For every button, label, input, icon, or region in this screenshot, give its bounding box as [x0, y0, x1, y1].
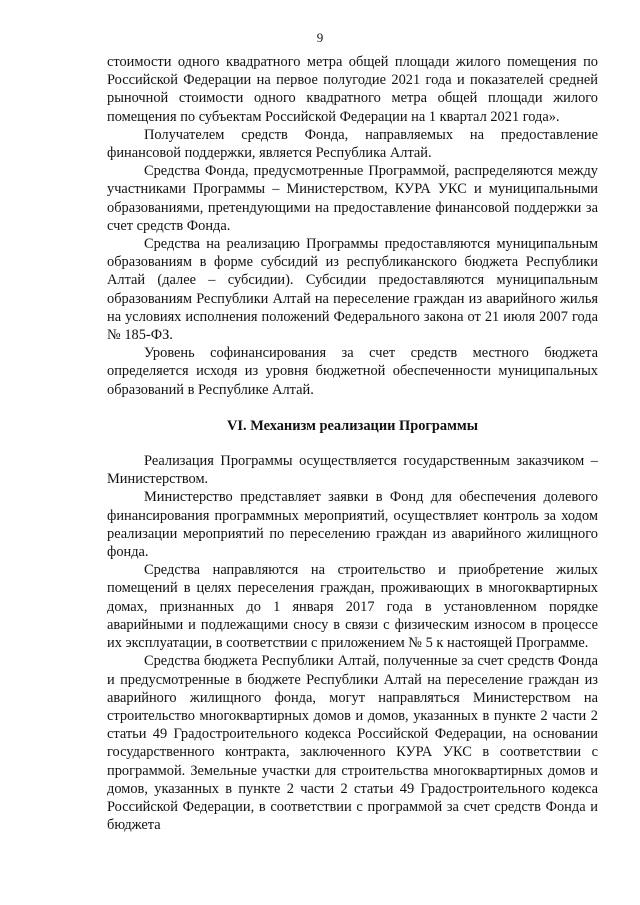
paragraph-ministry-applications: Министерство представляет заявки в Фонд для обеспечения долевого финансирования программных мероприятий, осуществляет контроль за ходом реализации мероприятий по переселению граждан из аварийного жилищного фонда. — [107, 489, 598, 561]
page-body — [107, 53, 598, 834]
paragraph-subsidies: Средства на реализацию Программы предоставляются муниципальным образованиям в форме субсидий из республиканского бюджета Республики Алтай (далее – субсидии). Субсидии предоставляются муниципальным образованиям Республики Алтай на переселение граждан из аварийного жилья на условиях исполнения положений Федерального закона от 21 июля 2007 года № 185-ФЗ. — [107, 236, 598, 344]
paragraph-cofinancing: Уровень софинансирования за счет средств местного бюджета определяется исходя из уровня бюджетной обеспеченности муниципальных образований в Республике Алтай. — [107, 345, 598, 398]
paragraph-funds-direction: Средства направляются на строительство и приобретение жилых помещений в целях переселения граждан, проживающих в многоквартирных домах, признанных до 1 января 2017 года в установленном порядке аварийными и подлежащими сносу в связи с физическим износом в процессе их эксплуатации, в соответствии с приложением № 5 к настоящей Программе. — [107, 562, 598, 652]
paragraph-fund-distribution: Средства Фонда, предусмотренные Программой, распределяются между участниками Программы – Министерством, КУРА УКС и муниципальными образованиями, претендующими на предоставление финансовой поддержки за счет средств Фонда. — [107, 163, 598, 234]
section-heading: VI. Механизм реализации Программы — [227, 417, 478, 434]
page-number: 9 — [316, 30, 324, 45]
paragraph-fund-recipient: Получателем средств Фонда, направляемых на предоставление финансовой поддержки, является Республика Алтай. — [107, 126, 598, 162]
paragraph-continuation: стоимости одного квадратного метра общей площади жилого помещения по Российской Федерации на первое полугодие 2021 года и показателей средней рыночной стоимости одного квадратного метра общей площади жилого помещения по субъектам Российской Федерации на 1 квартал 2021 года». — [107, 54, 598, 125]
paragraph-budget-funds: Средства бюджета Республики Алтай, полученные за счет средств Фонда и предусмотренные в бюджете Республики Алтай на переселение граждан из аварийного жилищного фонда, могут направляться Министерством на строительство многоквартирных домов и домов, указанных в пункте 2 части 2 статьи 49 Градостроительного кодекса Российской Федерации, на основании государственного контракта, заключенного КУРА УКС в соответствии с программой. Земельные участки для строительства многоквартирных домов и домов, указанных в пункте 2 части 2 статьи 49 Градостроительного кодекса Российской Федерации, в соответствии с программой за счет средств Фонда и бюджета — [107, 653, 598, 834]
paragraph-implementation: Реализация Программы осуществляется государственным заказчиком – Министерством. — [107, 453, 598, 488]
